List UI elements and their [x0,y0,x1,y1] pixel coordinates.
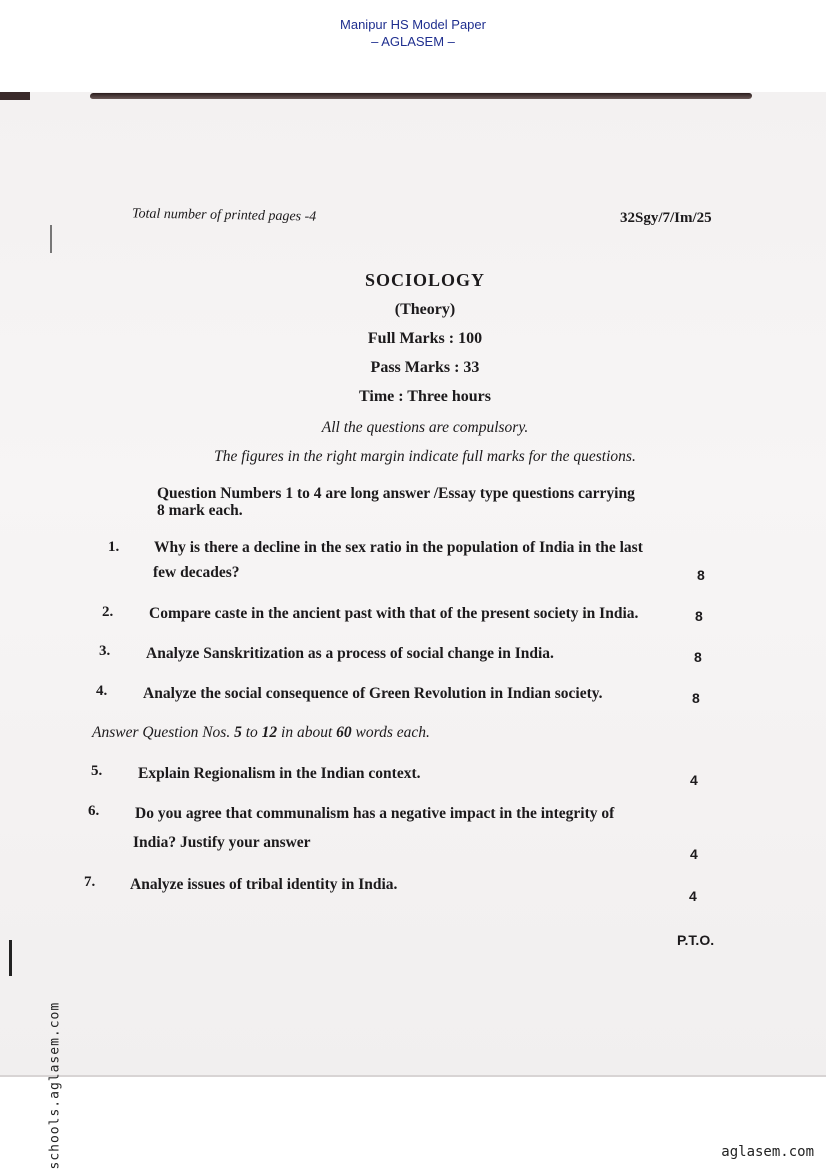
note-text: to [241,724,262,741]
section-a-note [157,485,635,503]
question-text: Analyze issues of tribal identity in India. [130,876,398,893]
note-number: 4 [313,485,322,502]
binding-mark [9,940,12,976]
question-marks: 4 [690,846,698,862]
note-text: Answer Question Nos. [92,724,235,741]
subject-title: SOCIOLOGY [364,270,486,290]
printed-pages: Total number of printed pages -4 [131,206,317,225]
note-text: are long answer /Essay type questions carrying [321,485,635,502]
site-watermark: schools.aglasem.com [47,1001,63,1170]
site-header-brand: – AGLASEM – [371,34,455,49]
pass-marks: Pass Marks : 33 [370,359,480,376]
footer-site-name: aglasem.com [721,1144,814,1160]
section-a-note-line2: 8 mark each. [157,502,243,519]
section-b-note [92,724,430,742]
question-text-line2: few decades? [153,564,240,581]
site-header [0,16,826,50]
note-number: 5 [234,724,242,741]
paper-left-edge [0,92,30,100]
note-text: Question Numbers [157,485,286,502]
question-number: 5. [91,763,103,779]
instruction-compulsory: All the questions are compulsory. [321,419,529,436]
question-marks: 4 [689,888,697,904]
question-text: Why is there a decline in the sex ratio in the population of India in the last [154,539,643,556]
pto-label: P.T.O. [677,932,715,948]
question-number: 6. [88,803,100,819]
full-marks: Full Marks : 100 [367,330,483,347]
question-text-line2: India? Justify your answer [133,834,311,851]
question-text: Analyze Sanskritization as a process of social change in India. [146,645,554,662]
question-text: Explain Regionalism in the Indian context. [138,765,421,782]
question-number: 2. [102,604,114,620]
question-number: 3. [99,643,111,659]
note-number: 60 [336,724,352,741]
question-text: Compare caste in the ancient past with that of the present society in India. [149,605,639,622]
instruction-marks: The figures in the right margin indicate full marks for the questions. [214,448,636,465]
time-allowed: Time : Three hours [358,388,491,405]
question-number: 4. [96,683,108,699]
binding-mark [50,225,52,253]
question-marks: 8 [697,567,705,583]
question-text: Do you agree that communalism has a negative impact in the integrity of [135,805,615,822]
note-text: in about [277,724,337,741]
note-number: 12 [261,724,278,741]
question-marks: 8 [694,649,702,665]
question-marks: 8 [692,690,700,706]
note-number: 1 [285,485,294,502]
note-text: words each. [351,724,430,741]
paper-top-edge [90,93,752,99]
question-number: 1. [108,539,120,555]
question-number: 7. [84,874,96,890]
site-header-title: Manipur HS Model Paper [340,17,486,32]
scanned-paper [0,92,826,1077]
paper-bottom-edge [0,1075,826,1077]
question-marks: 4 [690,772,698,788]
question-text: Analyze the social consequence of Green Revolution in Indian society. [143,685,603,702]
paper-type: (Theory) [394,301,456,318]
question-marks: 8 [695,608,703,624]
paper-code: 32Sgy/7/Im/25 [620,210,712,226]
note-text: to [293,485,314,502]
